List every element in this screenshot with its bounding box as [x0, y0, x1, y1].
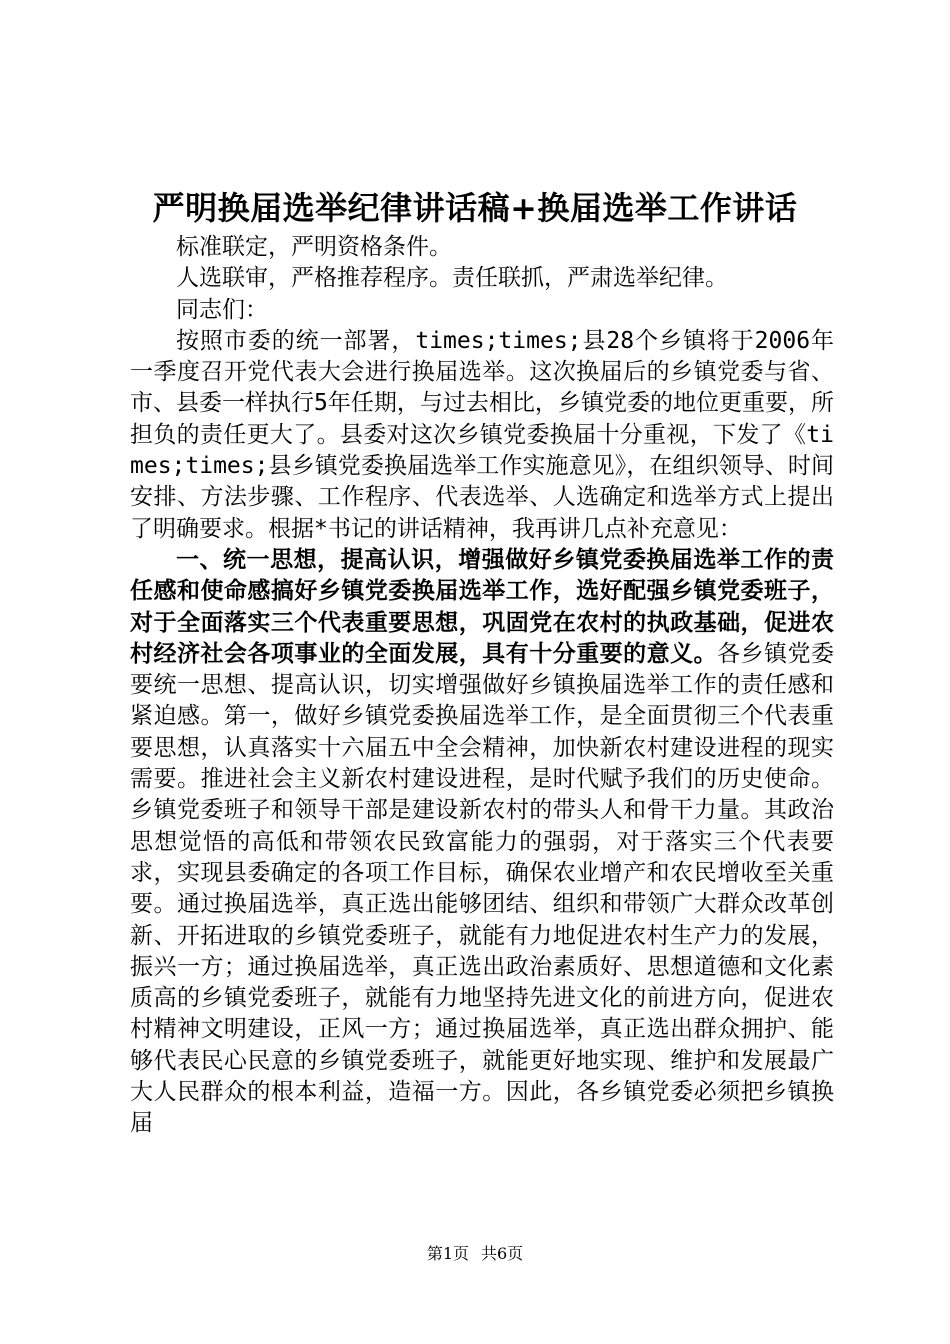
paragraph	[130, 326, 834, 545]
paragraph	[130, 263, 834, 294]
paragraph-text: 标准联定，严明资格条件。	[176, 234, 452, 260]
paragraph-text: 按照市委的统一部署，times;times;县28个乡镇将于2006年一季度召开党代表大会进行换届选举。这次换届后的乡镇党委与省、市、县委一样执行5年任期，与过去相比，乡镇党委的地位更重要，所担负的责任更大了。县委对这次乡镇党委换届十分重视，下发了《times;times;县乡镇党委换届选举工作实施意见》，在组织领导、时间安排、方法步骤、工作程序、代表选举、人选确定和选举方式上提出了明确要求。根据*书记的讲话精神，我再讲几点补充意见：	[130, 327, 834, 542]
page-total: 共6页	[481, 1244, 524, 1263]
paragraph	[130, 295, 834, 326]
paragraph-text: 同志们：	[176, 296, 268, 323]
paragraph-text: 各乡镇党委要统一思想、提高认识，切实增强做好乡镇换届选举工作的责任感和紧迫感。第一，做好乡镇党委换届选举工作，是全面贯彻三个代表重要思想，认真落实十六届五中全会精神，加快新农村建设进程的现实需要。推进社会主义新农村建设进程，是时代赋予我们的历史使命。乡镇党委班子和领导干部是建设新农村的带头人和骨干力量。其政治思想觉悟的高低和带领农民致富能力的强弱，对于落实三个代表要求，实现县委确定的各项工作目标，确保农业增产和农民增收至关重要。通过换届选举，真正选出能够团结、组织和带领广大群众改革创新、开拓进取的乡镇党委班子，就能有力地促进农村生产力的发展，振兴一方；通过换届选举，真正选出政治素质好、思想道德和文化素质高的乡镇党委班子，就能有力地坚持先进文化的前进方向，促进农村精神文明建设，正风一方；通过换届选举，真正选出群众拥护、能够代表民心民意的乡镇党委班子，就能更好地实现、维护和发展最广大人民群众的根本利益，造福一方。因此，各乡镇党委必须把乡镇换届	[130, 640, 835, 1137]
paragraph	[130, 545, 834, 1140]
page-number: 第1页	[426, 1244, 469, 1263]
document-title: 严明换届选举纪律讲话稿+换届选举工作讲话	[152, 189, 798, 227]
paragraph	[130, 232, 834, 263]
section-heading: 一、统一思想，提高认识，增强做好乡镇党委换届选举工作的责任感和使命感搞好乡镇党委换届选举工作，选好配强乡镇党委班子，对于全面落实三个代表重要思想，巩固党在农村的执政基础，促进农村经济社会各项事业的全面发展，具有十分重要的意义。	[130, 546, 834, 667]
paragraph-text: 人选联审，严格推荐程序。责任联抓，严肃选举纪律。	[176, 265, 728, 292]
document-body	[130, 232, 834, 1140]
page-footer	[0, 1244, 950, 1264]
